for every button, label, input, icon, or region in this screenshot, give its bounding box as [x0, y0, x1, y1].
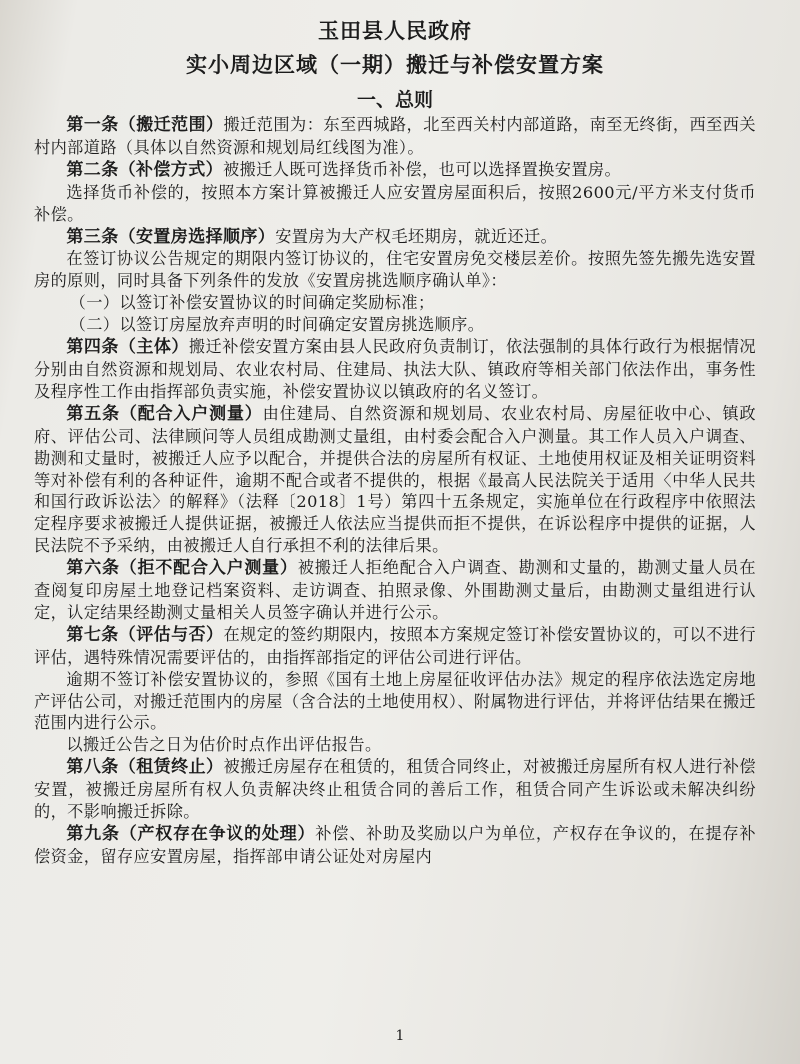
- article-8: [34, 756, 756, 823]
- article-2: [34, 159, 756, 182]
- article-9: [34, 823, 756, 868]
- article-3-text: 安置房为大产权毛坯期房，就近还迁。: [275, 226, 558, 246]
- article-3-title: 第三条（安置房选择顺序）: [66, 226, 276, 247]
- article-7-paragraph-2: 逾期不签订补偿安置协议的，参照《国有土地上房屋征收评估办法》规定的程序依法选定房地产评估公司，对搬迁范围内的房屋（含合法的土地使用权）、附属物进行评估，并将评估结果在搬迁范围内进行公示。: [34, 669, 756, 733]
- article-7: [34, 624, 756, 669]
- article-7-title: 第七条（评估与否）: [66, 624, 224, 645]
- article-8-title: 第八条（租赁终止）: [66, 757, 224, 778]
- article-2-paragraph-2: 选择货币补偿的，按照本方案计算被搬迁人应安置房屋面积后，按照2600元/平方米支付货币补偿。: [34, 182, 756, 224]
- article-5-title: 第五条（配合入户测量）: [66, 403, 263, 424]
- article-7-paragraph-3: 以搬迁公告之日为估价时点作出评估报告。: [66, 735, 382, 755]
- page-number: 1: [395, 1028, 405, 1044]
- article-2-text: 被搬迁人既可选择货币补偿，也可以选择置换安置房。: [223, 159, 622, 179]
- article-8-text: 被搬迁房屋存在租赁的，租赁合同终止，对被搬迁房屋所有权人进行补偿安置，被搬迁房屋所有权人负责解决终止租赁合同的善后工作，租赁合同产生诉讼或未解决纠纷的，不影响搬迁拆除。: [34, 757, 756, 822]
- article-2-title: 第二条（补偿方式）: [66, 159, 223, 180]
- article-6: [34, 557, 756, 624]
- article-3: [34, 226, 756, 249]
- article-9-title: 第九条（产权存在争议的处理）: [66, 824, 316, 844]
- article-1-text: 搬迁范围为：东至西城路，北至西关村内部道路，南至无终街，西至西关村内部道路（具体以自然资源和规划局红线图为准）。: [34, 115, 756, 157]
- article-6-text: 被搬迁人拒绝配合入户调查、勘测和丈量的，勘测丈量人员在查阅复印房屋土地登记档案资料、走访调查、拍照录像、外围勘测丈量后，由勘测丈量组进行认定，认定结果经勘测丈量相关人员签字确认并进行公示。: [34, 558, 756, 622]
- chapter-heading: 一、总则: [356, 89, 433, 111]
- doc-title-issuer: 玉田县人民政府: [318, 18, 472, 43]
- article-4-title: 第四条（主体）: [66, 337, 189, 358]
- article-1: [34, 114, 756, 159]
- article-5-text: 由住建局、自然资源和规划局、农业农村局、房屋征收中心、镇政府、评估公司、法律顾问等人员组成勘测丈量组，由村委会配合入户测量。其工作人员入户调查、勘测和丈量时，被搬迁人应予以配合，并提供合法的房屋所有权证、土地使用权证及相关证明资料等对补偿有利的各种证件，逾期不配合或者不提供的，根据《最高人民法院关于适用〈中华人民共和国行政诉讼法〉的解释》（法释〔2018〕1号）第四十五条规定，实施单位在行政程序中依照法定程序要求被搬迁人提供证据，被搬迁人依法应当提供而拒不提供，在诉讼程序中提供的证据，人民法院不予采纳，由被搬迁人自行承担不利的法律后果。: [34, 403, 756, 556]
- article-1-title: 第一条（搬迁范围）: [66, 115, 224, 135]
- article-3-item-1: （一）以签订补偿安置协议的时间确定奖励标准；: [69, 293, 435, 313]
- article-4-text: 搬迁补偿安置方案由县人民政府负责制订，依法强制的具体行政行为根据情况分别由自然资源和规划局、农业农村局、住建局、执法大队、镇政府等相关部门依法作出，事务性及程序性工作由指挥部负责实施，补偿安置协议以镇政府的名义签订。: [34, 337, 756, 401]
- doc-title: 实小周边区域（一期）搬迁与补偿安置方案: [186, 52, 604, 77]
- article-6-title: 第六条（拒不配合入户测量）: [66, 558, 298, 579]
- article-9-text: 补偿、补助及奖励以户为单位，产权存在争议的，在提存补偿资金，留存应安置房屋，指挥部申请公证处对房屋内: [34, 824, 756, 866]
- article-4: [34, 336, 756, 403]
- document-page: [34, 14, 756, 868]
- article-7-text: 在规定的签约期限内，按照本方案规定签订补偿安置协议的，可以不进行评估，遇特殊情况需要评估的，由指挥部指定的评估公司进行评估。: [34, 624, 756, 667]
- article-3-paragraph-2: 在签订协议公告规定的期限内签订协议的，住宅安置房免交楼层差价。按照先签先搬先选安置房的原则，同时具备下列条件的发放《安置房挑选顺序确认单》：: [34, 249, 756, 291]
- article-5: [34, 403, 756, 557]
- article-3-item-2: （二）以签订房屋放弃声明的时间确定安置房挑选顺序。: [69, 315, 485, 335]
